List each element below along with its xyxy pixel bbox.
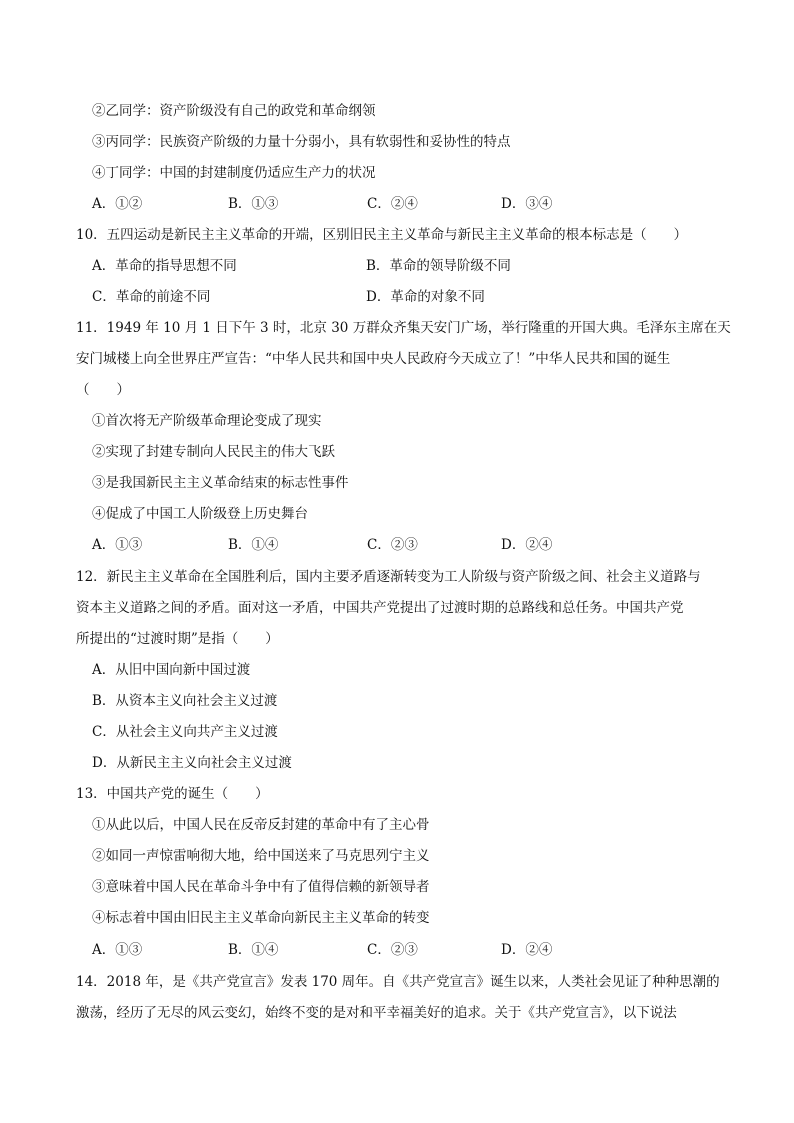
q12-stem-line-2: 资本主义道路之间的矛盾。面对这一矛盾，中国共产党提出了过渡时期的总路线和总任务。中国共产党 [76,600,684,616]
q12-option-a[interactable]: A．从旧中国向新中国过渡 [92,662,251,678]
q11-stem-line-3: （ ） [76,382,130,398]
q9-option-a[interactable]: A．①② [92,196,143,212]
q12-option-b[interactable]: B．从资本主义向社会主义过渡 [92,693,278,709]
q13-option-d[interactable]: D．②④ [501,942,553,958]
q10-option-c[interactable]: C．革命的前途不同 [92,289,211,305]
q13-option-c[interactable]: C．②③ [367,942,418,958]
q11-option-d[interactable]: D．②④ [501,537,553,553]
q13-item-1: ①从此以后，中国人民在反帝反封建的革命中有了主心骨 [92,817,430,833]
q11-item-3: ③是我国新民主主义革命结束的标志性事件 [92,475,349,491]
q13-item-2: ②如同一声惊雷响彻大地，给中国送来了马克思列宁主义 [92,848,430,864]
q11-item-1: ①首次将无产阶级革命理论变成了现实 [92,413,322,429]
q9-option-d[interactable]: D．③④ [501,196,553,212]
q12-stem-line-1: 12．新民主主义革命在全国胜利后，国内主要矛盾逐渐转变为工人阶级与资产阶级之间、社会主义道路与 [76,569,701,585]
q9-item-4: ④丁同学：中国的封建制度仍适应生产力的状况 [92,165,376,181]
q11-option-a[interactable]: A．①③ [92,537,143,553]
q9-option-c[interactable]: C．②④ [367,196,418,212]
q11-stem-line-1: 11．1949 年 10 月 1 日下午 3 时，北京 30 万群众齐集天安门广场，举行隆重的开国大典。毛泽东主席在天 [76,320,731,336]
q14-stem-line-2: 激荡，经历了无尽的风云变幻，始终不变的是对和平幸福美好的追求。关于《共产党宣言》，以下说法 [76,1005,677,1021]
q12-stem-line-3: 所提出的“过渡时期”是指（ ） [76,631,279,647]
q10-option-a[interactable]: A．革命的指导思想不同 [92,258,237,274]
q12-option-c[interactable]: C．从社会主义向共产主义过渡 [92,724,278,740]
q12-option-d[interactable]: D．从新民主主义向社会主义过渡 [92,755,292,771]
q11-option-c[interactable]: C．②③ [367,537,418,553]
q13-item-3: ③意味着中国人民在革命斗争中有了值得信赖的新领导者 [92,879,430,895]
q10-stem: 10．五四运动是新民主主义革命的开端，区别旧民主主义革命与新民主主义革命的根本标志是（ ） [76,227,688,243]
q13-stem: 13．中国共产党的诞生（ ） [76,786,269,802]
q11-item-4: ④促成了中国工人阶级登上历史舞台 [92,506,308,522]
q9-item-2: ②乙同学：资产阶级没有自己的政党和革命纲领 [92,103,376,119]
q9-option-b[interactable]: B．①③ [228,196,279,212]
q13-option-a[interactable]: A．①③ [92,942,143,958]
q11-stem-line-2: 安门城楼上向全世界庄严宣告：“中华人民共和国中央人民政府今天成立了！”中华人民共和国的诞生 [76,351,671,367]
q13-item-4: ④标志着中国由旧民主主义革命向新民主主义革命的转变 [92,910,430,926]
q11-item-2: ②实现了封建专制向人民民主的伟大飞跃 [92,444,335,460]
q13-option-b[interactable]: B．①④ [228,942,279,958]
q11-option-b[interactable]: B．①④ [228,537,279,553]
q14-stem-line-1: 14．2018 年，是《共产党宣言》发表 170 周年。自《共产党宣言》诞生以来，人类社会见证了种种思潮的 [76,974,720,990]
q10-option-b[interactable]: B．革命的领导阶级不同 [366,258,511,274]
q9-item-3: ③丙同学：民族资产阶级的力量十分弱小，具有软弱性和妥协性的特点 [92,134,511,150]
q10-option-d[interactable]: D．革命的对象不同 [366,289,485,305]
